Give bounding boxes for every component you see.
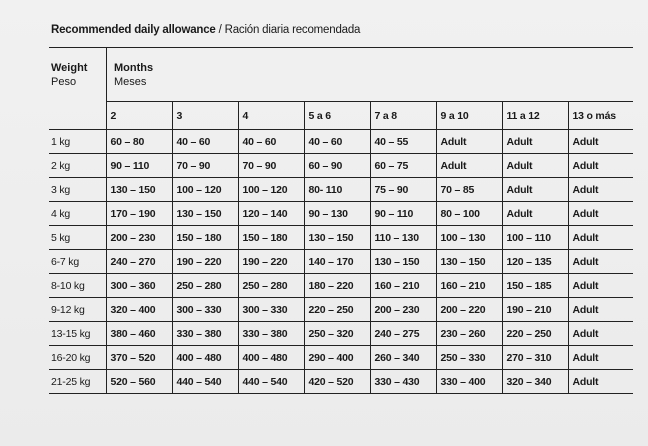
allowance-cell: 120 – 140 xyxy=(238,202,304,226)
table-title xyxy=(51,24,360,36)
table-row xyxy=(49,370,633,394)
allowance-cell: 90 – 130 xyxy=(304,202,370,226)
allowance-cell: 140 – 170 xyxy=(304,250,370,274)
table-row xyxy=(49,154,633,178)
allowance-cell: Adult xyxy=(568,202,633,226)
allowance-cell: 330 – 380 xyxy=(238,322,304,346)
months-header-en: Months xyxy=(114,62,154,74)
month-column-header: 5 a 6 xyxy=(304,102,370,130)
allowance-cell: 320 – 340 xyxy=(502,370,568,394)
allowance-cell: 300 – 330 xyxy=(238,298,304,322)
weight-cell: 2 kg xyxy=(49,154,106,178)
allowance-cell: 190 – 210 xyxy=(502,298,568,322)
allowance-cell: 70 – 90 xyxy=(172,154,238,178)
allowance-cell: 240 – 270 xyxy=(106,250,172,274)
table-row xyxy=(49,298,633,322)
allowance-cell: 190 – 220 xyxy=(238,250,304,274)
allowance-cell: 40 – 60 xyxy=(304,130,370,154)
allowance-cell: 100 – 130 xyxy=(436,226,502,250)
allowance-cell: Adult xyxy=(568,154,633,178)
allowance-cell: Adult xyxy=(436,130,502,154)
allowance-cell: 60 – 80 xyxy=(106,130,172,154)
top-rule xyxy=(49,47,633,48)
allowance-cell: 150 – 180 xyxy=(172,226,238,250)
allowance-cell: 260 – 340 xyxy=(370,346,436,370)
allowance-cell: 220 – 250 xyxy=(304,298,370,322)
month-column-header: 13 o más xyxy=(568,102,633,130)
allowance-cell: 380 – 460 xyxy=(106,322,172,346)
allowance-cell: 180 – 220 xyxy=(304,274,370,298)
allowance-cell: 320 – 400 xyxy=(106,298,172,322)
month-column-header: 2 xyxy=(106,102,172,130)
allowance-cell: 400 – 480 xyxy=(238,346,304,370)
allowance-cell: 270 – 310 xyxy=(502,346,568,370)
header-divider xyxy=(106,47,107,101)
months-header-es: Meses xyxy=(114,76,147,88)
table-row xyxy=(49,250,633,274)
allowance-cell: 120 – 135 xyxy=(502,250,568,274)
allowance-cell: 160 – 210 xyxy=(436,274,502,298)
table-row xyxy=(49,178,633,202)
allowance-cell: Adult xyxy=(568,370,633,394)
allowance-cell: 70 – 85 xyxy=(436,178,502,202)
allowance-cell: 40 – 60 xyxy=(172,130,238,154)
weight-cell: 9-12 kg xyxy=(49,298,106,322)
allowance-cell: 330 – 430 xyxy=(370,370,436,394)
table-row xyxy=(49,226,633,250)
allowance-cell: Adult xyxy=(568,178,633,202)
allowance-cell: 200 – 230 xyxy=(370,298,436,322)
weight-cell: 8-10 kg xyxy=(49,274,106,298)
weight-cell: 4 kg xyxy=(49,202,106,226)
allowance-cell: 330 – 400 xyxy=(436,370,502,394)
allowance-cell: 160 – 210 xyxy=(370,274,436,298)
allowance-cell: Adult xyxy=(502,202,568,226)
allowance-cell: 80- 110 xyxy=(304,178,370,202)
allowance-cell: Adult xyxy=(568,346,633,370)
allowance-cell: 290 – 400 xyxy=(304,346,370,370)
allowance-cell: 40 – 55 xyxy=(370,130,436,154)
month-column-header: 4 xyxy=(238,102,304,130)
month-column-header: 11 a 12 xyxy=(502,102,568,130)
allowance-cell: Adult xyxy=(568,250,633,274)
months-header xyxy=(114,61,153,89)
allowance-cell: Adult xyxy=(502,130,568,154)
allowance-cell: 220 – 250 xyxy=(502,322,568,346)
allowance-cell: 440 – 540 xyxy=(172,370,238,394)
allowance-cell: 400 – 480 xyxy=(172,346,238,370)
allowance-cell: 60 – 90 xyxy=(304,154,370,178)
allowance-cell: 300 – 330 xyxy=(172,298,238,322)
weight-cell: 5 kg xyxy=(49,226,106,250)
allowance-cell: 170 – 190 xyxy=(106,202,172,226)
allowance-cell: 370 – 520 xyxy=(106,346,172,370)
allowance-cell: 250 – 320 xyxy=(304,322,370,346)
allowance-cell: 70 – 90 xyxy=(238,154,304,178)
allowance-cell: 80 – 100 xyxy=(436,202,502,226)
allowance-cell: 200 – 230 xyxy=(106,226,172,250)
allowance-cell: 190 – 220 xyxy=(172,250,238,274)
allowance-cell: Adult xyxy=(568,130,633,154)
allowance-cell: Adult xyxy=(568,322,633,346)
allowance-cell: 110 – 130 xyxy=(370,226,436,250)
allowance-cell: 130 – 150 xyxy=(172,202,238,226)
weight-header-es: Peso xyxy=(51,76,77,88)
allowance-cell: 130 – 150 xyxy=(370,250,436,274)
allowance-cell: 100 – 120 xyxy=(172,178,238,202)
allowance-cell: Adult xyxy=(568,298,633,322)
month-column-header: 9 a 10 xyxy=(436,102,502,130)
allowance-cell: Adult xyxy=(436,154,502,178)
allowance-cell: 150 – 180 xyxy=(238,226,304,250)
allowance-cell: 250 – 330 xyxy=(436,346,502,370)
allowance-cell: 130 – 150 xyxy=(436,250,502,274)
allowance-cell: 150 – 185 xyxy=(502,274,568,298)
allowance-cell: 130 – 150 xyxy=(304,226,370,250)
allowance-cell: 240 – 275 xyxy=(370,322,436,346)
table-row xyxy=(49,322,633,346)
weight-header-en: Weight xyxy=(51,62,88,74)
allowance-table xyxy=(49,101,633,394)
table-row xyxy=(49,202,633,226)
month-column-header: 3 xyxy=(172,102,238,130)
allowance-cell: Adult xyxy=(502,154,568,178)
allowance-cell: 60 – 75 xyxy=(370,154,436,178)
allowance-cell: Adult xyxy=(568,274,633,298)
allowance-cell: 200 – 220 xyxy=(436,298,502,322)
weight-header xyxy=(51,61,87,89)
months-header-row xyxy=(49,102,633,130)
table-row xyxy=(49,274,633,298)
allowance-cell: 250 – 280 xyxy=(172,274,238,298)
weight-cell: 21-25 kg xyxy=(49,370,106,394)
allowance-cell: 230 – 260 xyxy=(436,322,502,346)
weight-cell: 13-15 kg xyxy=(49,322,106,346)
allowance-cell: Adult xyxy=(568,226,633,250)
allowance-cell: 90 – 110 xyxy=(370,202,436,226)
allowance-cell: 100 – 120 xyxy=(238,178,304,202)
allowance-cell: 440 – 540 xyxy=(238,370,304,394)
allowance-cell: 40 – 60 xyxy=(238,130,304,154)
table-row xyxy=(49,130,633,154)
header-corner-cell xyxy=(49,102,106,130)
table-row xyxy=(49,346,633,370)
weight-cell: 1 kg xyxy=(49,130,106,154)
allowance-cell: 420 – 520 xyxy=(304,370,370,394)
allowance-cell: 330 – 380 xyxy=(172,322,238,346)
allowance-cell: 75 – 90 xyxy=(370,178,436,202)
weight-cell: 16-20 kg xyxy=(49,346,106,370)
allowance-cell: 520 – 560 xyxy=(106,370,172,394)
title-spanish: / Ración diaria recomendada xyxy=(215,24,361,36)
allowance-cell: 90 – 110 xyxy=(106,154,172,178)
weight-cell: 6-7 kg xyxy=(49,250,106,274)
allowance-cell: 100 – 110 xyxy=(502,226,568,250)
month-column-header: 7 a 8 xyxy=(370,102,436,130)
title-english: Recommended daily allowance xyxy=(51,24,216,36)
allowance-cell: 250 – 280 xyxy=(238,274,304,298)
allowance-cell: Adult xyxy=(502,178,568,202)
allowance-cell: 300 – 360 xyxy=(106,274,172,298)
allowance-cell: 130 – 150 xyxy=(106,178,172,202)
weight-cell: 3 kg xyxy=(49,178,106,202)
